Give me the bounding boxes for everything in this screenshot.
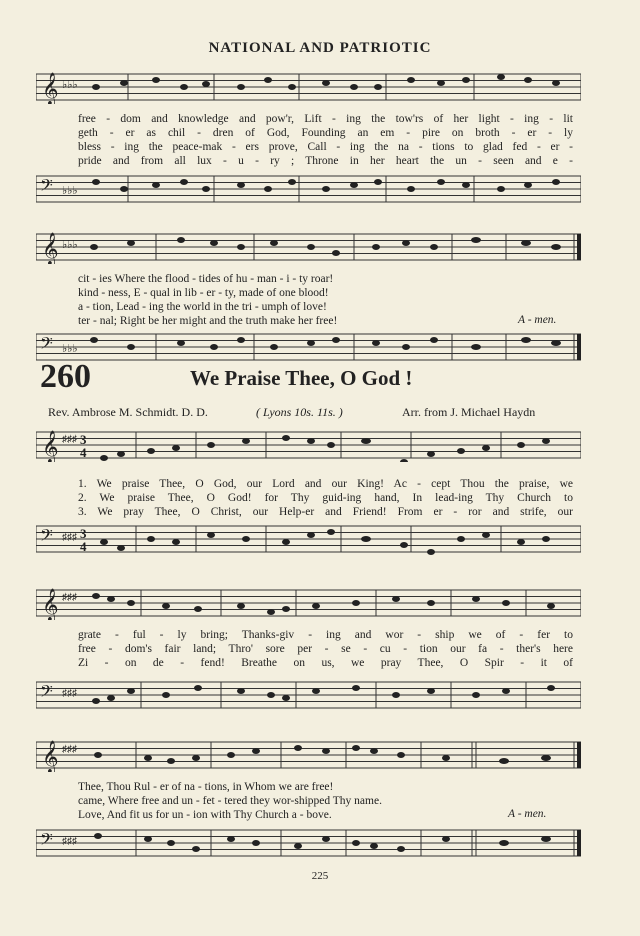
lyric-line: kind - ness, E - qual in lib - er - ty, made of one blood! bbox=[78, 287, 329, 299]
svg-text:𝄞: 𝄞 bbox=[42, 72, 59, 104]
bass-staff bbox=[36, 172, 581, 206]
hymn-tune: ( Lyons 10s. 11s. ) bbox=[256, 405, 343, 419]
svg-text:𝄞: 𝄞 bbox=[42, 742, 59, 772]
svg-text:𝄞: 𝄞 bbox=[42, 432, 59, 462]
page-number: 225 bbox=[311, 870, 329, 882]
svg-text:𝄞: 𝄞 bbox=[42, 590, 59, 620]
svg-text:♯♯♯: ♯♯♯ bbox=[62, 836, 77, 847]
verse-line: came, Where free and un - fet - tered they wor-shipped Thy name. bbox=[78, 795, 382, 807]
svg-text:4: 4 bbox=[80, 445, 87, 460]
svg-text:3: 3 bbox=[80, 526, 87, 541]
verse-line: free - dom's fair land; Thro' sore per - se - cu - tion our fa - ther's here bbox=[78, 643, 573, 655]
svg-text:𝄢: 𝄢 bbox=[40, 335, 53, 357]
hymn-arranger: Arr. from J. Michael Haydn bbox=[402, 405, 536, 419]
svg-text:♭♭♭: ♭♭♭ bbox=[62, 239, 78, 251]
amen-text: A - men. bbox=[508, 808, 547, 820]
svg-text:♯♯♯: ♯♯♯ bbox=[62, 532, 77, 543]
treble-staff bbox=[36, 230, 581, 264]
svg-text:𝄢: 𝄢 bbox=[40, 831, 53, 853]
bass-staff bbox=[36, 330, 581, 364]
treble-staff bbox=[36, 70, 581, 104]
lyric-line: bless - ing the peace-mak - ers prove, Call - ing the na - tions to glad fed - er - bbox=[78, 141, 573, 153]
verse-line: 1. We praise Thee, O God, our Lord and our King! Ac - cept Thou the praise, we bbox=[78, 478, 573, 490]
svg-text:♯♯♯: ♯♯♯ bbox=[62, 688, 77, 699]
treble-staff bbox=[36, 586, 581, 620]
svg-text:4: 4 bbox=[80, 539, 87, 554]
lyric-line: ter - nal; Right be her might and the truth make her free! bbox=[78, 315, 338, 327]
lyric-line: pride and from all lux - u - ry ; Throne in her heart the un - seen and e - bbox=[78, 155, 573, 167]
svg-text:♯♯♯: ♯♯♯ bbox=[62, 592, 77, 603]
svg-text:𝄢: 𝄢 bbox=[40, 683, 53, 705]
hymn-author: Rev. Ambrose M. Schmidt. D. D. bbox=[48, 405, 208, 419]
bass-staff bbox=[36, 522, 581, 556]
svg-text:♭♭♭: ♭♭♭ bbox=[62, 343, 78, 355]
treble-staff bbox=[36, 738, 581, 772]
amen-text: A - men. bbox=[518, 314, 557, 326]
verse-line: 3. We pray Thee, O Christ, our Help-er and Friend! From er - ror and strife, our bbox=[78, 506, 573, 518]
verse-line: Thee, Thou Rul - er of na - tions, in Whom we are free! bbox=[78, 781, 334, 793]
svg-text:𝄢: 𝄢 bbox=[40, 177, 53, 199]
svg-text:𝄞: 𝄞 bbox=[42, 234, 59, 264]
svg-text:♯♯♯: ♯♯♯ bbox=[62, 434, 77, 445]
bass-staff bbox=[36, 826, 581, 860]
svg-text:♯♯♯: ♯♯♯ bbox=[62, 744, 77, 755]
hymn-title: We Praise Thee, O God ! bbox=[190, 366, 413, 390]
svg-text:𝄢: 𝄢 bbox=[40, 527, 53, 549]
svg-text:3: 3 bbox=[80, 432, 87, 447]
hymn-number: 260 bbox=[40, 358, 91, 395]
treble-staff bbox=[36, 428, 581, 462]
lyric-line: a - tion, Lead - ing the world in the tri - umph of love! bbox=[78, 301, 327, 313]
lyric-line: geth - er as chil - dren of God, Founding an em - pire on broth - er - ly bbox=[78, 127, 573, 139]
svg-text:♭♭♭: ♭♭♭ bbox=[62, 79, 78, 91]
svg-text:♭♭♭: ♭♭♭ bbox=[62, 185, 78, 197]
verse-line: 2. We praise Thee, O God! for Thy guid-ing hand, In lead-ing Thy Church to bbox=[78, 492, 573, 504]
verse-line: Love, And fit us for un - ion with Thy Church a - bove. bbox=[78, 809, 332, 821]
lyric-line: free - dom and knowledge and pow'r, Lift - ing the tow'rs of her light - ing - lit bbox=[78, 113, 573, 125]
bass-staff bbox=[36, 678, 581, 712]
verse-line: Zi - on de - fend! Breathe on us, we pray Thee, O Spir - it of bbox=[78, 657, 573, 669]
lyric-line: cit - ies Where the flood - tides of hu - man - i - ty roar! bbox=[78, 273, 334, 285]
verse-line: grate - ful - ly bring; Thanks-giv - ing and wor - ship we of - fer to bbox=[78, 629, 573, 641]
section-title: NATIONAL AND PATRIOTIC bbox=[208, 40, 432, 56]
